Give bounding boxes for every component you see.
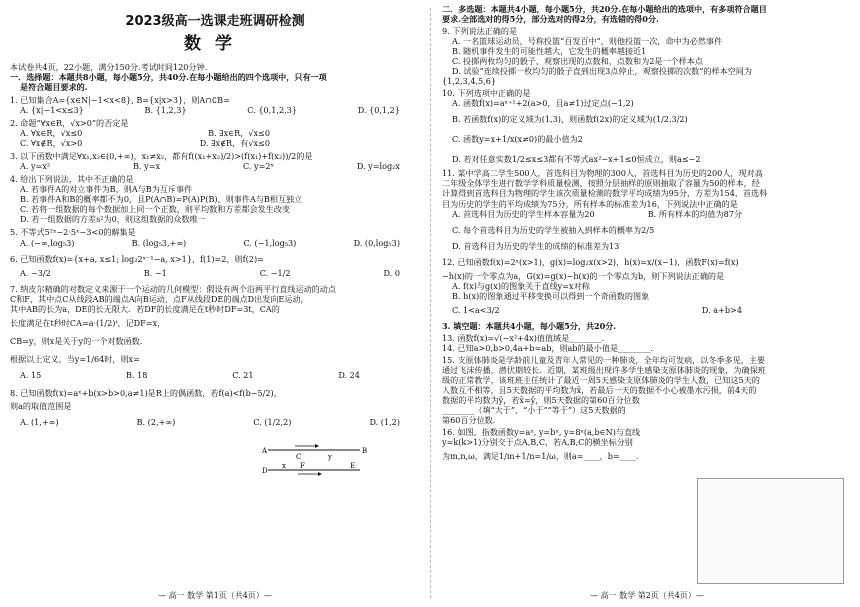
question-16: 16. 如图，指数函数y=aˣ, y=bˣ, y=8ˣ(a,b∈N)与直线 [442,427,641,438]
question-15-line: 通过飞沫传播，潜伏期较长．近期，某班级出现许多学生感染支原体肺炎的现象，为确保班 [442,364,766,375]
option: C. 投掷两枚均匀的骰子，观察出现的点数和，点数和为2是一个样本点 [452,56,703,67]
option: C. 函数y=x+1/x(x≠0)的最小值为2 [452,134,583,145]
question-5-options [10,238,420,248]
svg-text:y: y [328,453,332,461]
question-16-line: y=k(k>1)分别交于点A,B,C，若A,B,C的横坐标分别 [442,437,633,448]
question-10: 10. 下列选项中正确的是 [442,88,531,99]
exam-info: 本试卷共4页，22小题，满分150分.考试时间120分钟. [10,62,208,72]
option: A. y=x² [20,161,51,172]
option: C. {0,1,2,3} [247,105,297,116]
question-8-line: 则a的取值范围是 [10,400,72,411]
option: A. 函数f(x)=aˣ⁺¹+2(a>0，且a≠1)过定点(−1,2) [452,98,634,109]
option: C. 21 [232,369,254,380]
question-2-options-ab [10,128,420,138]
question-7-line: CB=y，则x是关于y的一个对数函数. [10,335,143,346]
section-3-title: 3. 填空题：本题共4小题，每小题5分，共20分. [442,320,617,331]
question-15-line: 数据的平均数为ȳ，若x̄=ȳ，则5天数据的第60百分位数 [442,395,640,405]
question-6-options [10,268,420,278]
svg-text:F: F [300,462,305,470]
question-4: 4. 给出下列说法，其中不正确的是 [10,174,134,185]
svg-text:B: B [362,447,368,455]
question-7-line: 其中AB的长为a，DE的长无限大．若DF的长度满足在t秒时DF=3t，CA的 [10,303,280,314]
option: D. 24 [338,369,360,380]
option: D. (0,log₅3) [353,237,400,248]
question-16-line: 为m,n,ω，满足1/m+1/n=1/ω，则a=____，b=____. [442,451,639,462]
question-11-line: 计算得到首选科目为物理的学生该次质量检测的数学平均成绩为95分，方差为154，首选科 [442,188,768,199]
question-6: 6. 已知函数f(x)={x+a, x≤1; log₂2ˣ⁻¹−a, x>1}，f(1)=2，则f(2)= [10,253,264,264]
question-7-diagram [260,440,370,480]
option: A. 首选科目为历史的学生样本容量为20 [452,208,595,219]
option: D. y=log₂x [356,161,400,172]
section-2-title-cont: 要求.全部选对的得5分，部分选对的得2分，有选错的得0分. [442,14,659,25]
option: B. {1,2,3} [144,105,187,116]
option: C. ∀x∉R，√x>0 [20,138,83,149]
page-divider [430,8,431,598]
question-3: 3. 以下函数中满足∀x₁,x₂∈(0,+∞)，x₁≠x₂，都有f((x₁+x₂)/2)>(f(x₁)+f(x₂))/2的是 [10,151,313,162]
question-3-options [10,161,420,171]
question-8: 8. 已知函数f(x)=aˣ+b(x>b>0,a≠1)是R上的偶函数，若f(a)<f(b−5/2)， [10,387,282,398]
page-1 [10,0,420,607]
section-1-title-cont: 是符合题目要求的. [20,82,88,93]
option: B. y=x [133,161,161,172]
option: D. 试验“连续投掷一枚均匀的骰子直到出现3点停止，观察投掷的次数”的样本空间为 [452,66,752,77]
option: C. 每个首选科目为历史的学生被抽入到样本的概率为2/5 [452,224,655,235]
option: D. 首选科目为历史的学生的成绩的标准差为13 [452,240,620,251]
option: A. 若事件A的对立事件为B，则A与B为互斥事件 [20,184,193,195]
option: A. 一名篮球运动员，号称投篮“百发百中”，则他投篮一次，命中为必然事件 [452,36,723,47]
question-11-line: 二年级全体学生进行数学学科质量检测，按照分层抽样的原则抽取了容量为50的样本，经 [442,178,760,189]
option: C. −1/2 [259,267,291,278]
question-14: 14. 已知a>0,b>0,4a+b=ab，则ab的最小值是________. [442,342,653,353]
question-5: 5. 不等式5²ˣ−2·5ˣ−3<0的解集是 [10,227,136,238]
svg-text:E: E [350,462,356,470]
option: D. (1,2) [369,416,400,427]
question-12: 12. 已知函数f(x)=2ˣ(x>1)，g(x)=log₂x(x>2)，h(x)=x/(x−1)，函数F(x)=f(x) [442,256,739,267]
option: B. (log₅3,+∞) [131,237,187,248]
question-7: 7. 纳皮尔精确的对数定义来源于一个运动的几何模型：假设有两个沿两平行直线运动的动点 [10,283,336,294]
svg-text:x: x [282,462,286,470]
section-2-title: 二．多选题：本题共4小题，每小题5分，共20分.在每小题给出的选项中，有多项符合题目 [442,4,767,14]
option: C. (1/2,2) [253,416,292,427]
option: A. (−∞,log₅3) [20,237,75,248]
question-2: 2. 命题“∀x∈R，√x>0”的否定是 [10,118,129,129]
option: A. {x|−1<x≤3} [20,105,84,116]
option: C. y=2ˣ [242,161,274,172]
question-1-options [10,105,420,115]
question-1: 1. 已知集合A={x∈N|−1<x<8}, B={x|x>3}，则A∩∁B= [10,95,230,106]
option: B. 若函数f(x)的定义域为(1,3)，则函数f(2x)的定义域为(1/2,3/2) [452,114,688,125]
question-7-line: 根据以上定义，当y=1/64时，则x= [10,353,140,364]
option: B. 所有样本的均值为87分 [647,208,742,219]
question-15: 15. 支原体肺炎是学龄前儿童及青年人常见的一种肺炎，全年均可发病，以冬季多见，主要 [442,354,766,365]
option: B. 随机事件发生的可能性越大，它发生的概率越接近1 [452,46,647,57]
option: D. ∃x∉R，有√x≤0 [199,138,270,149]
option: B. ∃x∈R，√x≤0 [208,128,270,139]
option: D. {0,1,2} [357,105,400,116]
option: C. (−1,log₅3) [243,237,297,248]
option: C. 若将一组数据的每个数据加上同一个正数，则平均数和方差都会发生改变 [20,204,291,215]
question-12-line: −h(x)的一个零点为a，G(x)=g(x)−h(x)的一个零点为b，则下列说法正确的是 [442,270,725,281]
question-15-line: ________（填“大于”、“小于”“等于”）这5天数据的 [442,405,626,416]
question-13: 13. 函数f(x)=√(−x²+4x)值值域是________. [442,332,605,343]
page-2 [442,0,852,607]
option: A. ∀x∈R，√x≤0 [20,128,83,139]
question-7-line: 长度满足在t秒时CA=a·(1/2)ᵗ，记DF=x， [10,317,166,328]
option: B. h(x)的图象通过平移变换可以得到一个奇函数的图象 [452,290,650,301]
option: D. 若一组数据的方差s²为0，则这组数据的众数唯一 [20,214,206,225]
question-15-line: 人数互不相等，且5天数据的平均数为x̄，若最后一天的数据不小心被墨水污损，前4天的 [442,384,757,395]
option: A. f(x)与g(x)的图象关于直线y=x对称 [452,280,590,291]
question-16-figure [697,478,844,584]
question-7-options [10,370,420,380]
question-9: 9. 下列说法正确的是 [442,26,518,37]
question-7-line: C和F，其中点C从线段AB的端点A向B运动，点F从线段DE的端点D出发向E运动， [10,293,309,304]
option: D. 若对任意实数1/2≤x≤3都有不等式ax²−x+1≤0恒成立，则a≤−2 [452,154,701,165]
option-cont: {1,2,3,4,5,6} [442,76,497,87]
svg-text:A: A [262,447,268,455]
question-2-options-cd [10,138,420,148]
option: B. 18 [126,369,148,380]
option: A. −3/2 [20,267,51,278]
option: C. 1<a<3/2 [452,304,500,315]
option: B. −1 [143,267,167,278]
question-11: 11. 某中学高二学生500人，首选科目为物理的300人，首选科目为历史的200人，现对高 [442,168,763,179]
question-15-line: 第60百分位数. [442,415,496,426]
question-11-line: 目为历史的学生的平均成绩为75分，所有样本的标准差为16，下列说法中正确的是 [442,198,738,209]
svg-text:D: D [262,467,268,475]
option: B. (2,+∞) [136,416,176,427]
exam-title: 2023级高一选课走班调研检测 [125,14,305,29]
option: D. a+b>4 [701,304,742,315]
option: A. (1,+∞) [20,416,59,427]
option: A. 15 [20,369,42,380]
question-15-line: 级的正常教学，该班班主任统计了最近一周5天感染支原体肺炎的学生人数，已知这5天的 [442,374,760,385]
section-1-title: 一．选择题：本题共8小题，每小题5分，共40分.在每小题给出的四个选项中，只有一项 [10,72,327,83]
subject-title: 数学 [184,34,246,54]
page-footer: — 高一 数学 第2页（共4页）— [590,591,704,601]
question-12-options-cd [442,305,852,315]
svg-text:C: C [296,453,302,461]
option: D. 0 [383,267,400,278]
question-11-options-ab [442,209,852,219]
question-8-options [10,417,420,427]
option: B. 若事件A和B的概率都不为0，且P(A∩B)=P(A)P(B)，则事件A与B相互独立 [20,194,303,205]
page-footer: — 高一 数学 第1页（共4页）— [158,591,272,601]
